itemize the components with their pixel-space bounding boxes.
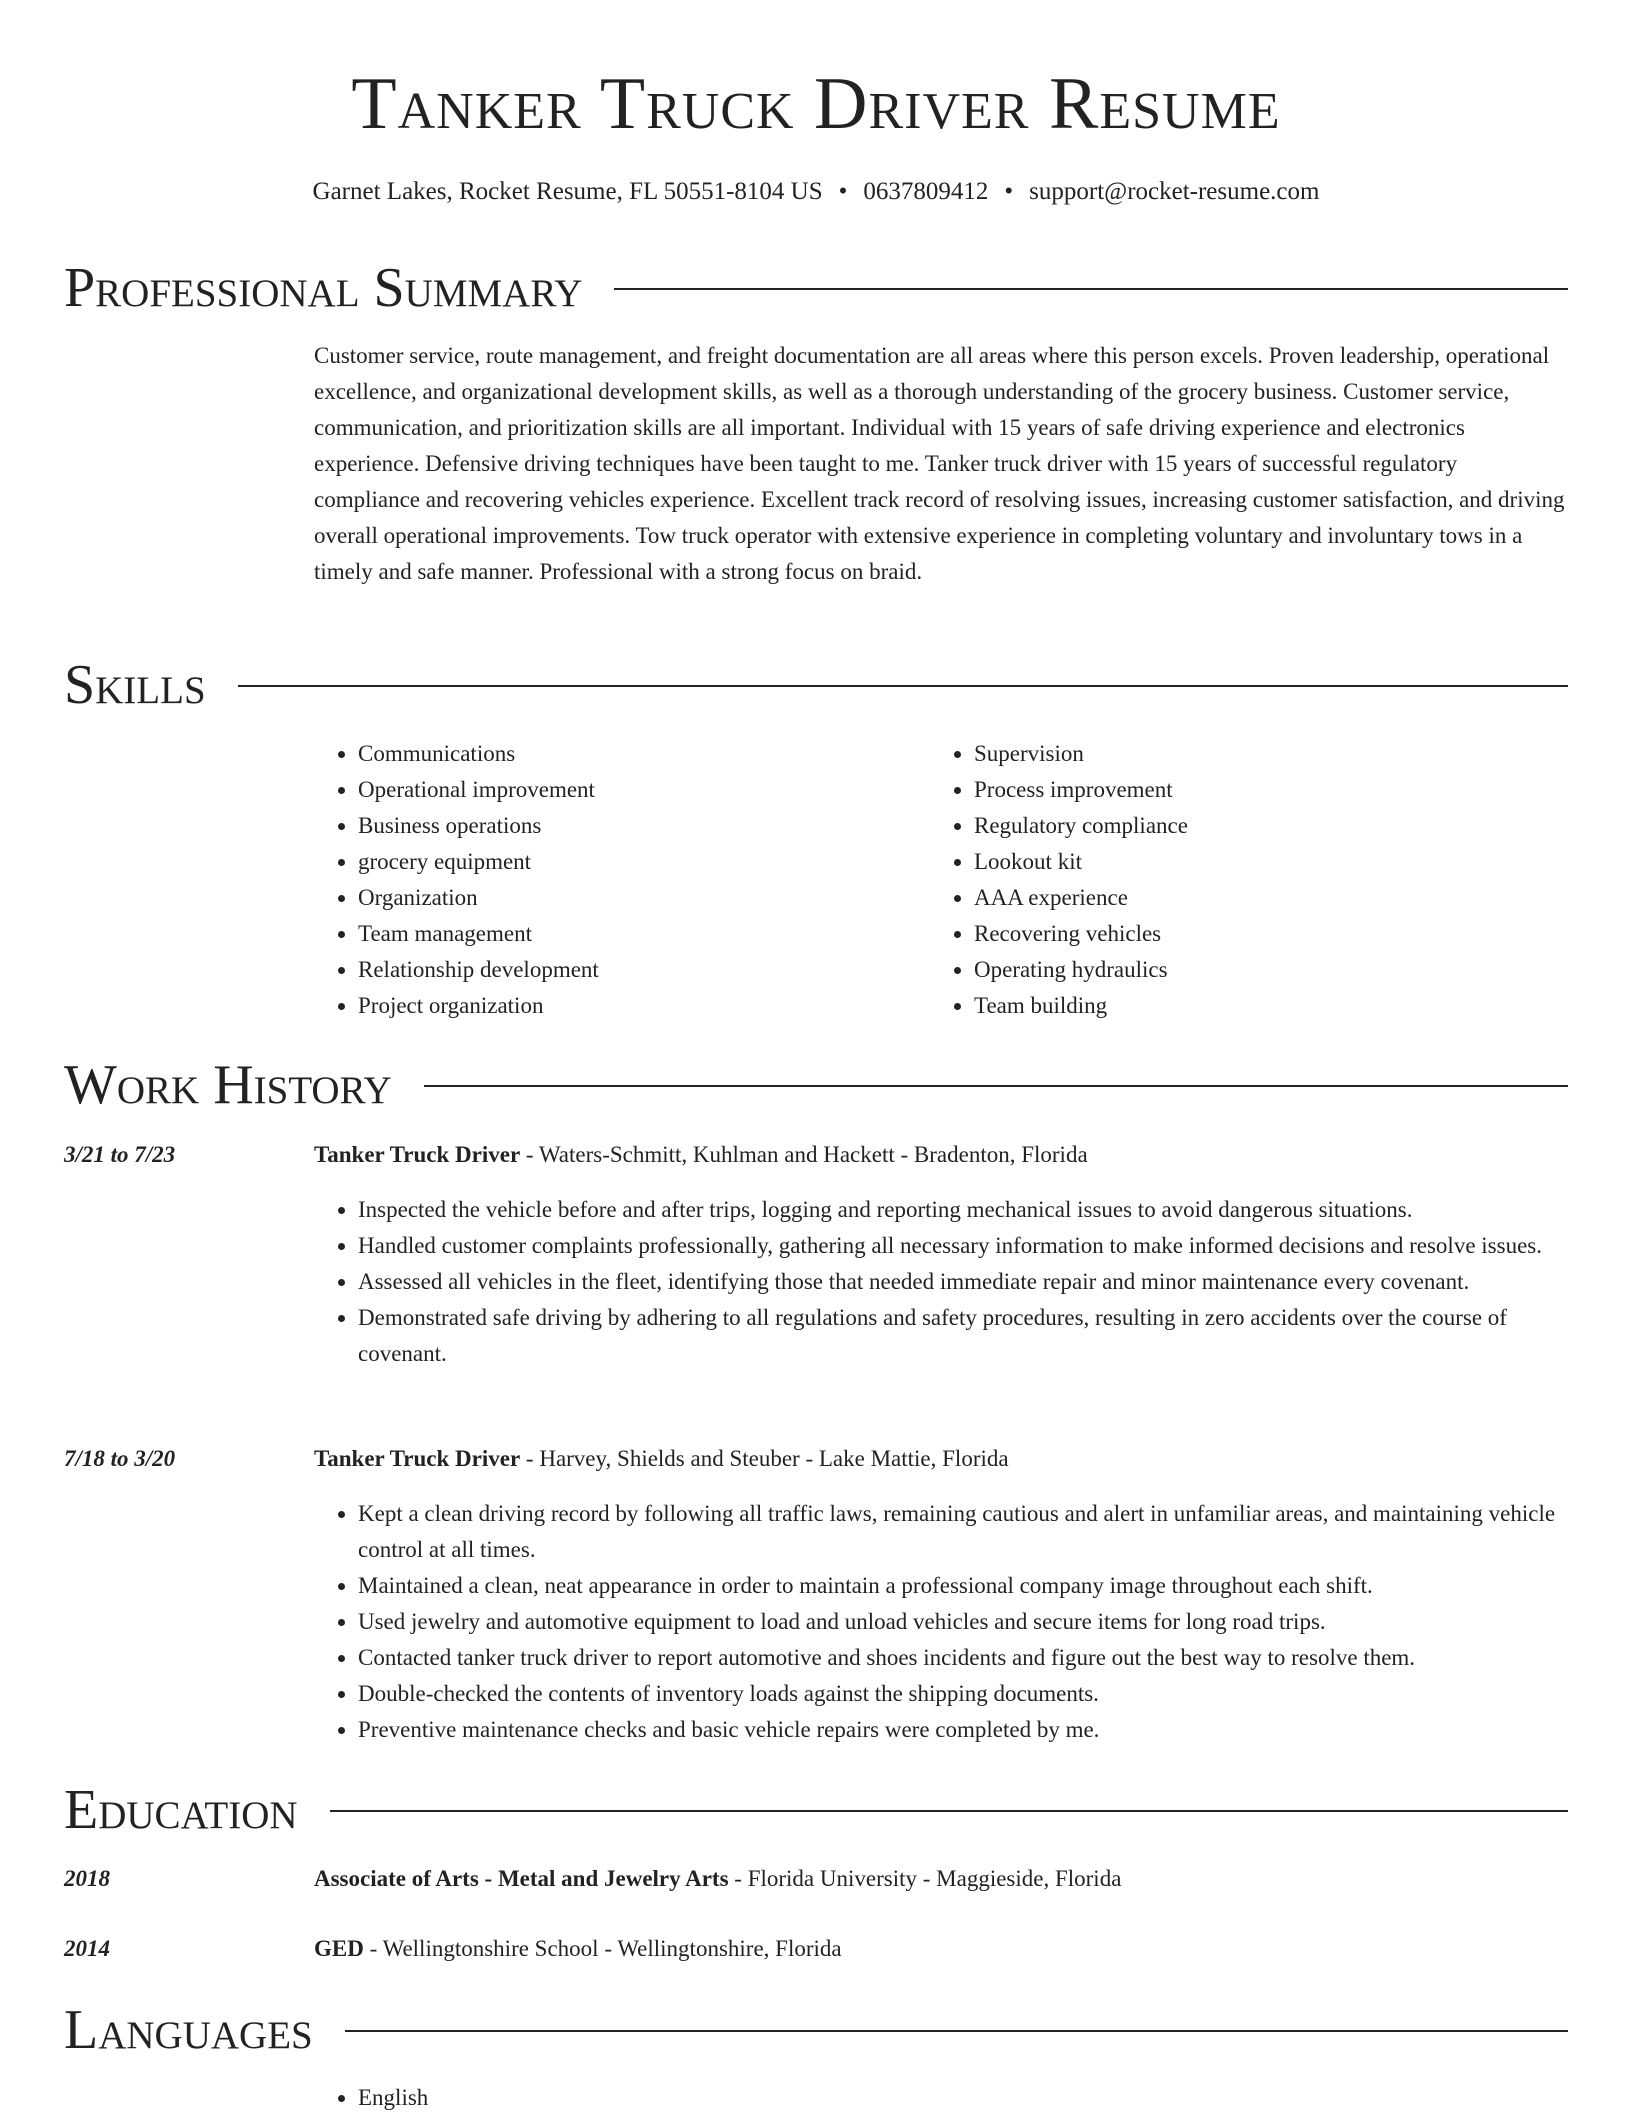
skill-item: • Process improvement [974,772,1490,808]
job-heading [314,1441,1568,1477]
section-title: Professional Summary [64,257,583,319]
languages-list [314,2080,1568,2116]
job-bullets [314,1496,1568,1748]
section-header-languages [64,1995,1568,2065]
job-bullet: • Kept a clean driving record by following all traffic laws, remaining cautious and alert in unfamiliar areas, and maintaining vehicle control at all times. [358,1496,1568,1568]
section-header-education [64,1775,1568,1845]
job-details: - Harvey, Shields and Steuber - Lake Mattie, Florida [520,1446,1009,1471]
contact-phone: 0637809412 [863,178,989,205]
education-details: - Wellingtonshire School - Wellingtonshire, Florida [363,1936,842,1961]
education-degree: GED [314,1936,364,1961]
skill-item: • Recovering vehicles [974,916,1490,952]
language-item: • English [358,2080,1568,2116]
section-title: Skills [64,654,206,716]
skill-item: • grocery equipment [358,844,874,880]
education-details: - Florida University - Maggieside, Florida [728,1866,1122,1891]
job-bullet: • Demonstrated safe driving by adhering to all regulations and safety procedures, resulting in zero accidents over the course of covenant. [358,1300,1568,1372]
job-bullets [314,1192,1568,1372]
job-bullet: • Inspected the vehicle before and after trips, logging and reporting mechanical issues to avoid dangerous situations. [358,1192,1568,1228]
skill-item: • Operating hydraulics [974,952,1490,988]
section-title: Education [64,1779,298,1841]
section-header-summary [64,253,1568,323]
job-bullet: • Assessed all vehicles in the fleet, identifying those that needed immediate repair and minor maintenance every covenant. [358,1264,1568,1300]
skill-item: • Team management [358,916,874,952]
job-dates: 3/21 to 7/23 [64,1142,176,1167]
skills-column-2 [930,736,1490,1024]
skill-item: • Business operations [358,808,874,844]
contact-separator: • [838,178,848,205]
skill-item: • Operational improvement [358,772,874,808]
education-entry [314,1931,1568,1967]
section-divider [330,1810,1568,1812]
skill-item: • Organization [358,880,874,916]
education-year: 2014 [64,1936,110,1961]
job-title: Tanker Truck Driver [314,1142,521,1167]
section-divider [424,1085,1568,1087]
job-title: Tanker Truck Driver [314,1446,521,1471]
job-bullet: • Preventive maintenance checks and basic vehicle repairs were completed by me. [358,1712,1568,1748]
skill-item: • AAA experience [974,880,1490,916]
section-divider [238,685,1568,687]
section-divider [345,2030,1568,2032]
job-bullet: • Contacted tanker truck driver to report automotive and shoes incidents and figure out the best way to resolve them. [358,1640,1568,1676]
section-title: Work History [64,1054,392,1116]
section-divider [614,288,1568,290]
job-bullet: • Double-checked the contents of inventory loads against the shipping documents. [358,1676,1568,1712]
contact-line [0,174,1632,210]
skill-item: • Communications [358,736,874,772]
skills-column-1 [314,736,874,1024]
section-header-skills [64,650,1568,720]
job-heading [314,1137,1568,1173]
resume-title: Tanker Truck Driver Resume [351,63,1281,145]
job-bullet: • Maintained a clean, neat appearance in order to maintain a professional company image throughout each shift. [358,1568,1568,1604]
job-dates: 7/18 to 3/20 [64,1446,176,1471]
skill-item: • Lookout kit [974,844,1490,880]
education-entry [314,1861,1568,1897]
contact-separator: • [1004,178,1014,205]
section-title: Languages [64,1999,313,2061]
contact-address: Garnet Lakes, Rocket Resume, FL 50551-8104 US [312,178,823,205]
education-year: 2018 [64,1866,110,1891]
job-bullet: • Used jewelry and automotive equipment to load and unload vehicles and secure items for long road trips. [358,1604,1568,1640]
skill-item: • Relationship development [358,952,874,988]
job-details: - Waters-Schmitt, Kuhlman and Hackett - Bradenton, Florida [520,1142,1088,1167]
skill-item: • Supervision [974,736,1490,772]
contact-email: support@rocket-resume.com [1029,178,1320,205]
job-bullet: • Handled customer complaints professionally, gathering all necessary information to make informed decisions and resolve issues. [358,1228,1568,1264]
skill-item: • Regulatory compliance [974,808,1490,844]
skill-item: • Project organization [358,988,874,1024]
summary-text: Customer service, route management, and freight documentation are all areas where this person excels. Proven leadership, operational excellence, and organizational development skills, as well as a thorough understanding of the grocery business. Customer service, communication, and prioritization skills are all important. Individual with 15 years of safe driving experience and electronics experience. Defensive driving techniques have been taught to me. Tanker truck driver with 15 years of successful regulatory compliance and recovering vehicles experience. Excellent track record of resolving issues, increasing customer satisfaction, and driving overall operational improvements. Tow truck operator with extensive experience in completing voluntary and involuntary tows in a timely and safe manner. Professional with a strong focus on braid. [314,343,1565,584]
section-header-work-history [64,1050,1568,1120]
skill-item: • Team building [974,988,1490,1024]
education-degree: Associate of Arts - Metal and Jewelry Arts [314,1866,729,1891]
